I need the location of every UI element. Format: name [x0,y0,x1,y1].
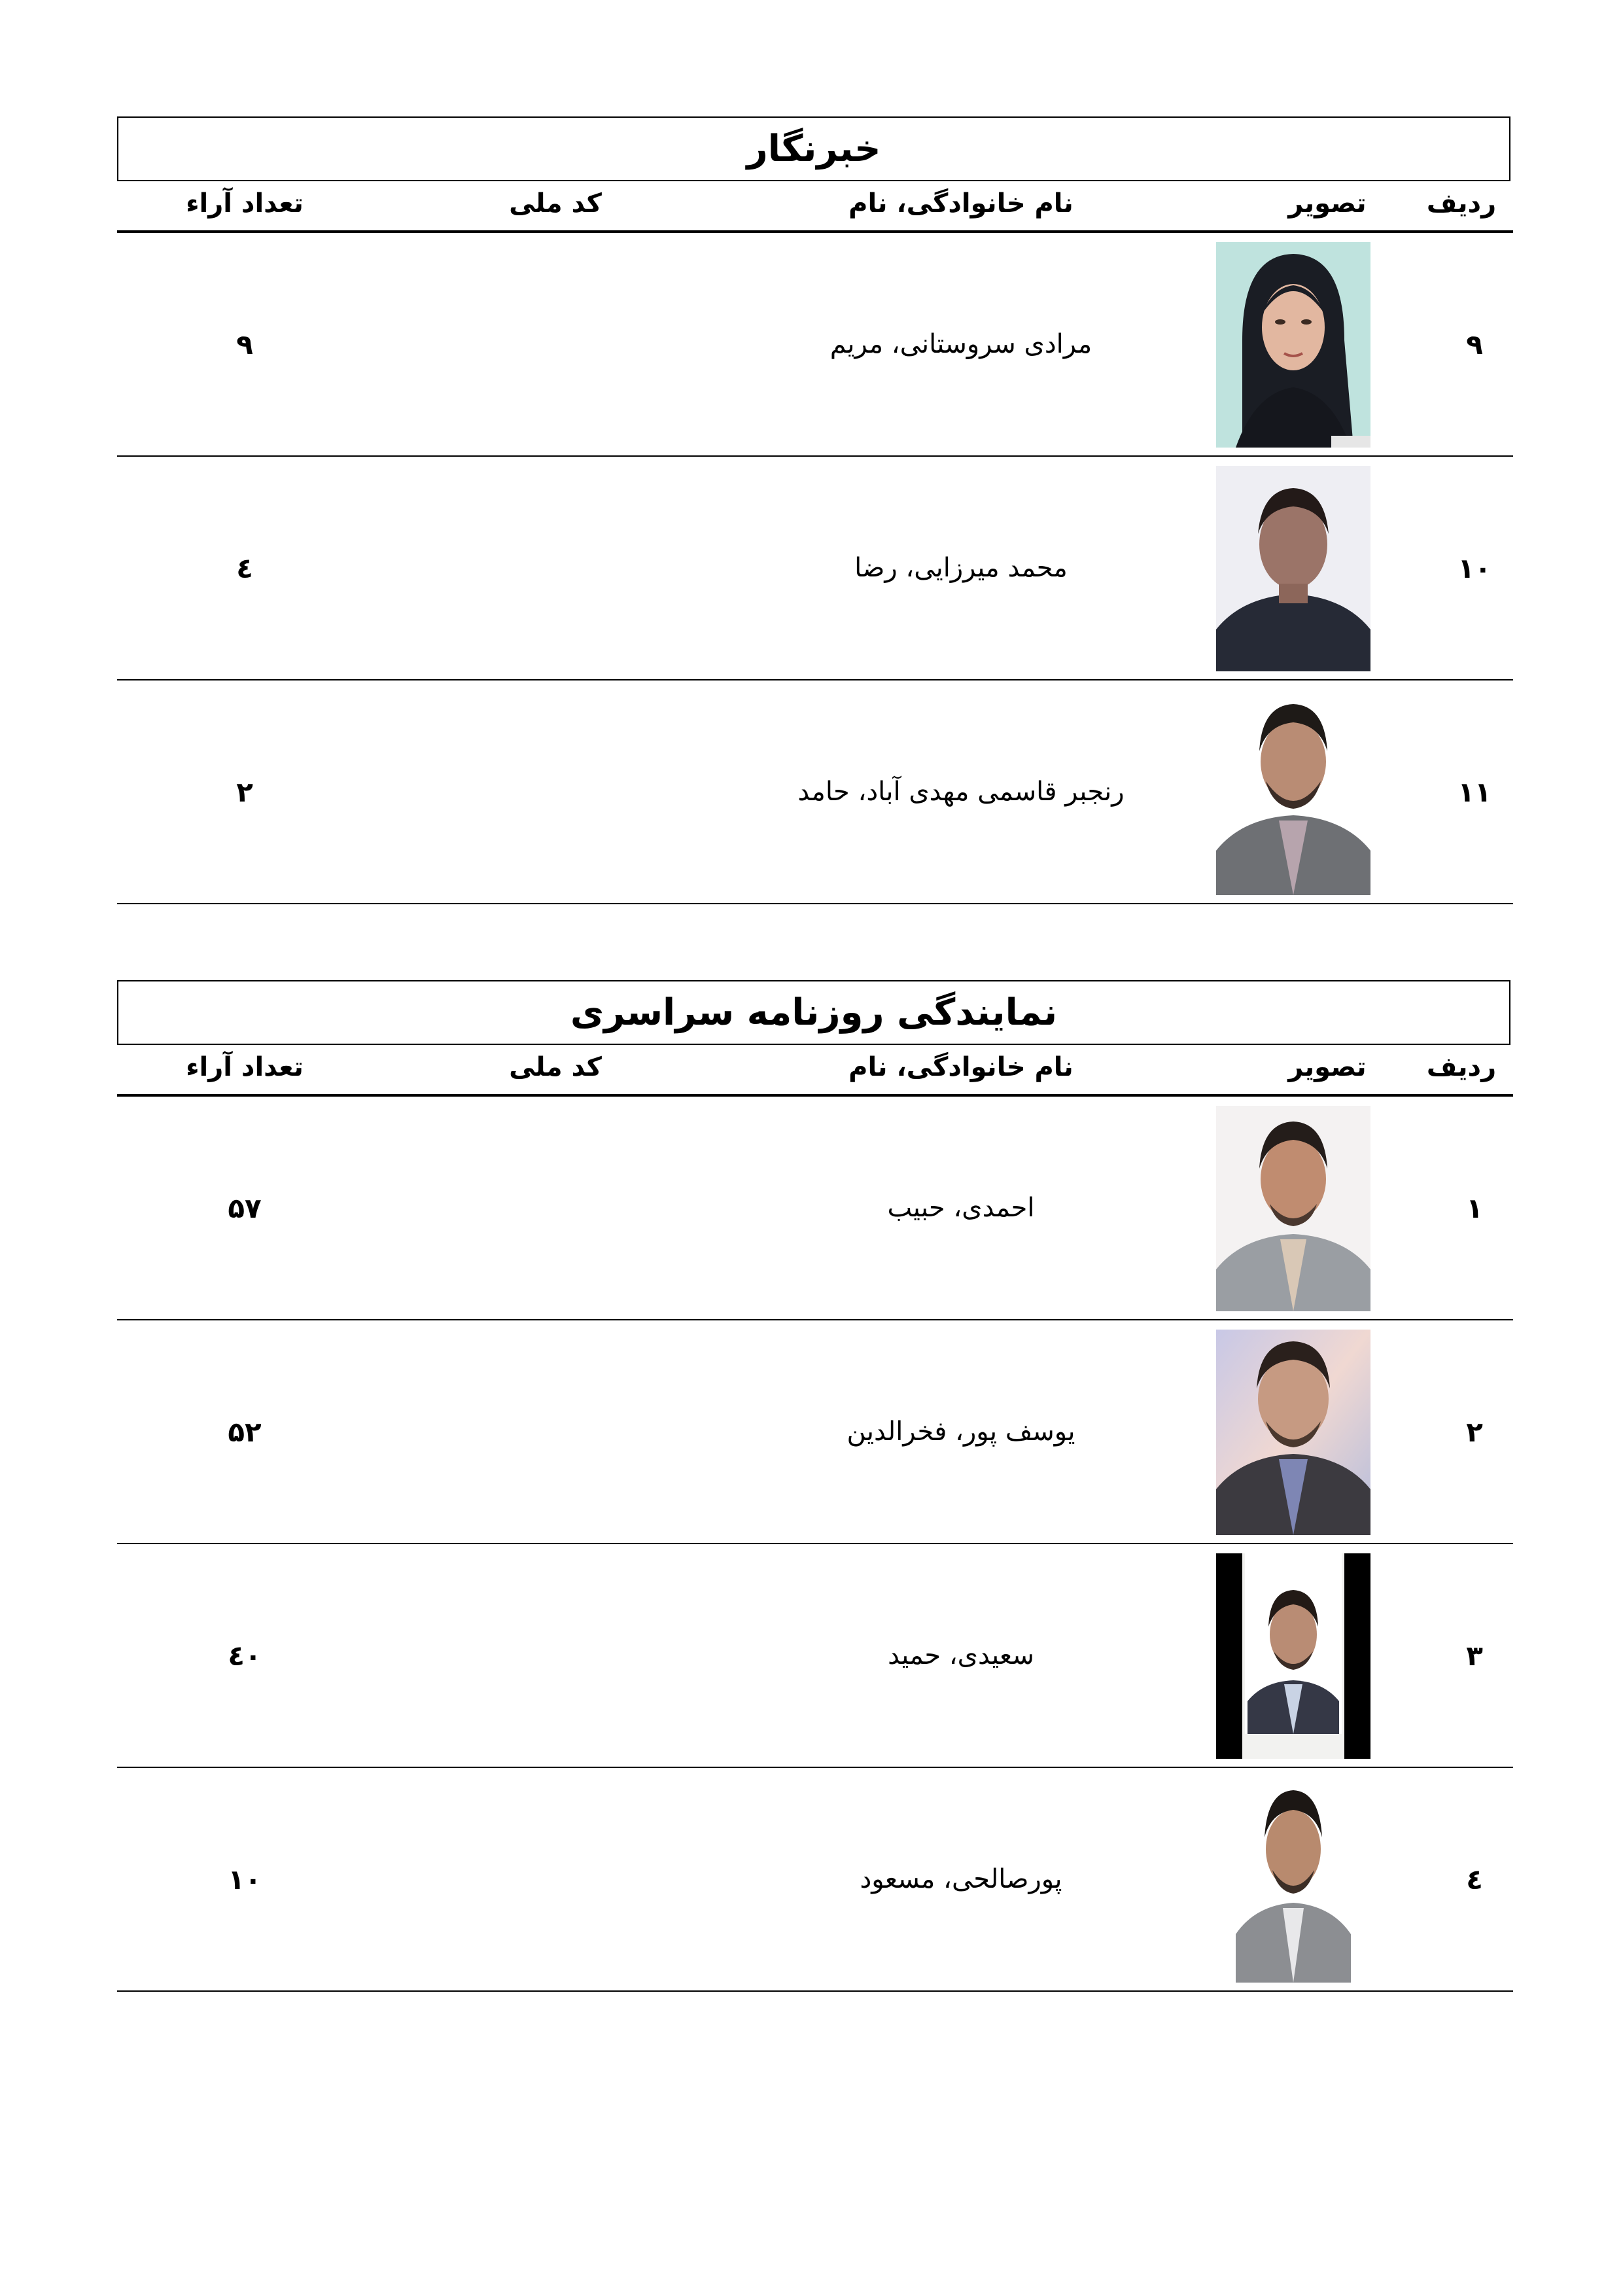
table-row [117,457,1513,680]
candidate-photo [1216,690,1370,895]
row-number: ٤ [1466,1863,1483,1896]
national-code [464,680,647,903]
table-row [117,1768,1513,1992]
national-code [464,457,647,679]
candidate-photo [1216,242,1370,448]
column-header-votes: تعداد آراء [186,188,304,219]
row-number: ۱ [1466,1192,1483,1224]
candidate-name: رنجبر قاسمی مهدی آباد، حامد [797,777,1125,807]
column-header-row-number: ردیف [1426,1052,1497,1082]
table-row [117,1097,1513,1320]
column-header-photo: تصویر [1288,1052,1367,1082]
candidate-photo [1216,466,1370,671]
national-code [464,1768,647,1990]
table-row [117,233,1513,457]
vote-count: ۲ [236,775,253,808]
national-code [464,233,647,455]
candidate-photo [1216,1106,1370,1311]
national-code [464,1320,647,1543]
column-header-votes: تعداد آراء [186,1052,304,1082]
table-row [117,680,1513,904]
vote-count: ٤ [236,552,253,584]
candidate-photo [1216,1553,1370,1759]
candidate-name: پورصالحی، مسعود [860,1864,1062,1894]
vote-count: ۵۲ [228,1415,262,1448]
vote-count: ۱۰ [228,1863,262,1896]
candidate-photo [1236,1777,1351,1983]
candidate-name: مرادی سروستانی، مریم [829,329,1092,359]
candidate-name: سعیدی، حمید [888,1640,1034,1670]
section-title: خبرنگار [117,116,1510,181]
section-title: نمایندگی روزنامه سراسری [117,980,1510,1045]
row-number: ۱۱ [1457,775,1492,808]
vote-count: ۵۷ [228,1192,262,1224]
column-header-photo: تصویر [1288,188,1367,219]
national-code [464,1544,647,1767]
column-header-row-number: ردیف [1426,188,1497,219]
vote-count: ۹ [236,328,253,361]
candidate-name: یوسف پور، فخرالدین [846,1417,1075,1447]
candidate-name: احمدی، حبیب [887,1193,1035,1223]
row-number: ۲ [1466,1415,1483,1448]
row-number: ۳ [1466,1639,1483,1672]
column-header-national-code: کد ملی [509,1052,602,1082]
table-row [117,1544,1513,1768]
column-header-name: نام خانوادگی، نام [848,1052,1073,1082]
candidate-name: محمد میرزایی، رضا [854,553,1068,583]
national-code [464,1097,647,1319]
table-row [117,1320,1513,1544]
column-header-national-code: کد ملی [509,188,602,219]
candidate-photo [1216,1330,1370,1535]
row-number: ۱۰ [1457,552,1492,584]
vote-count: ٤۰ [228,1639,262,1672]
column-header-name: نام خانوادگی، نام [848,188,1073,219]
row-number: ۹ [1466,328,1483,361]
